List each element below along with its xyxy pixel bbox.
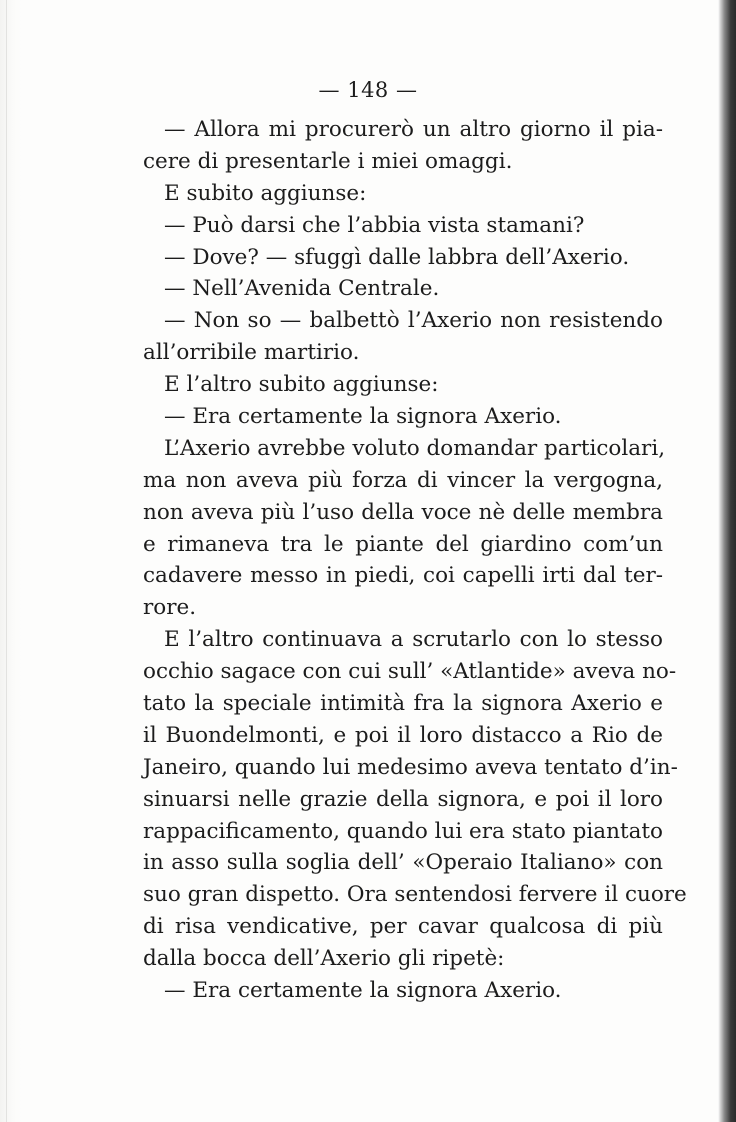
page-gutter-line [6, 0, 7, 1122]
text-line: Janeiro, quando lui medesimo aveva tentato d’in- [143, 754, 678, 780]
text-line: — Era certamente la signora Axerio. [164, 978, 562, 1004]
page-gutter-shadow [0, 0, 22, 1122]
text-line: rore. [143, 595, 197, 621]
text-line: non aveva più l’uso della voce nè delle membra [143, 499, 663, 525]
text-line: di risa vendicative, per cavar qualcosa di più [143, 914, 663, 940]
text-line: rappacificamento, quando lui era stato piantato [143, 818, 663, 844]
text-line: L’Axerio avrebbe voluto domandar particolari, [164, 435, 666, 461]
text-line: all’orribile martirio. [143, 340, 360, 366]
text-line: cadavere messo in piedi, coi capelli irti dal ter- [143, 563, 663, 589]
text-line: e rimaneva tra le piante del giardino com’un [143, 531, 663, 557]
text-line: — Può darsi che l’abbia vista stamani? [164, 212, 585, 238]
text-line: ma non aveva più forza di vincer la vergogna, [143, 467, 663, 493]
text-line: — Dove? — sfuggì dalle labbra dell’Axerio. [164, 244, 630, 270]
text-line: — Era certamente la signora Axerio. [164, 404, 562, 430]
text-line: suo gran dispetto. Ora sentendosi fervere il cuore [143, 882, 687, 908]
text-line: — Allora mi procurerò un altro giorno il pia- [164, 117, 663, 142]
text-line: cere di presentarle i miei omaggi. [143, 148, 513, 174]
text-line: E l’altro continuava a scrutarlo con lo stesso [164, 627, 663, 653]
text-line: E subito aggiunse: [164, 180, 367, 206]
text-line: tato la speciale intimità fra la signora Axerio e [143, 691, 663, 717]
text-line: — Non so — balbettò l’Axerio non resistendo [164, 308, 663, 334]
text-line: — Nell’Avenida Centrale. [164, 276, 440, 302]
text-line: dalla bocca dell’Axerio gli ripetè: [143, 946, 505, 972]
text-line: sinuarsi nelle grazie della signora, e poi il loro [143, 786, 663, 812]
text-line: in asso sulla soglia dell’ «Operaio Italiano» con [143, 850, 663, 876]
page-number: — 148 — [318, 78, 418, 102]
page-edge-shadow [718, 0, 736, 1122]
text-line: E l’altro subito aggiunse: [164, 372, 439, 398]
text-line: il Buondelmonti, e poi il loro distacco a Rio de [143, 722, 663, 748]
body-text [143, 114, 687, 1007]
text-line: occhio sagace con cui sull’ «Atlantide» aveva no- [143, 659, 677, 685]
